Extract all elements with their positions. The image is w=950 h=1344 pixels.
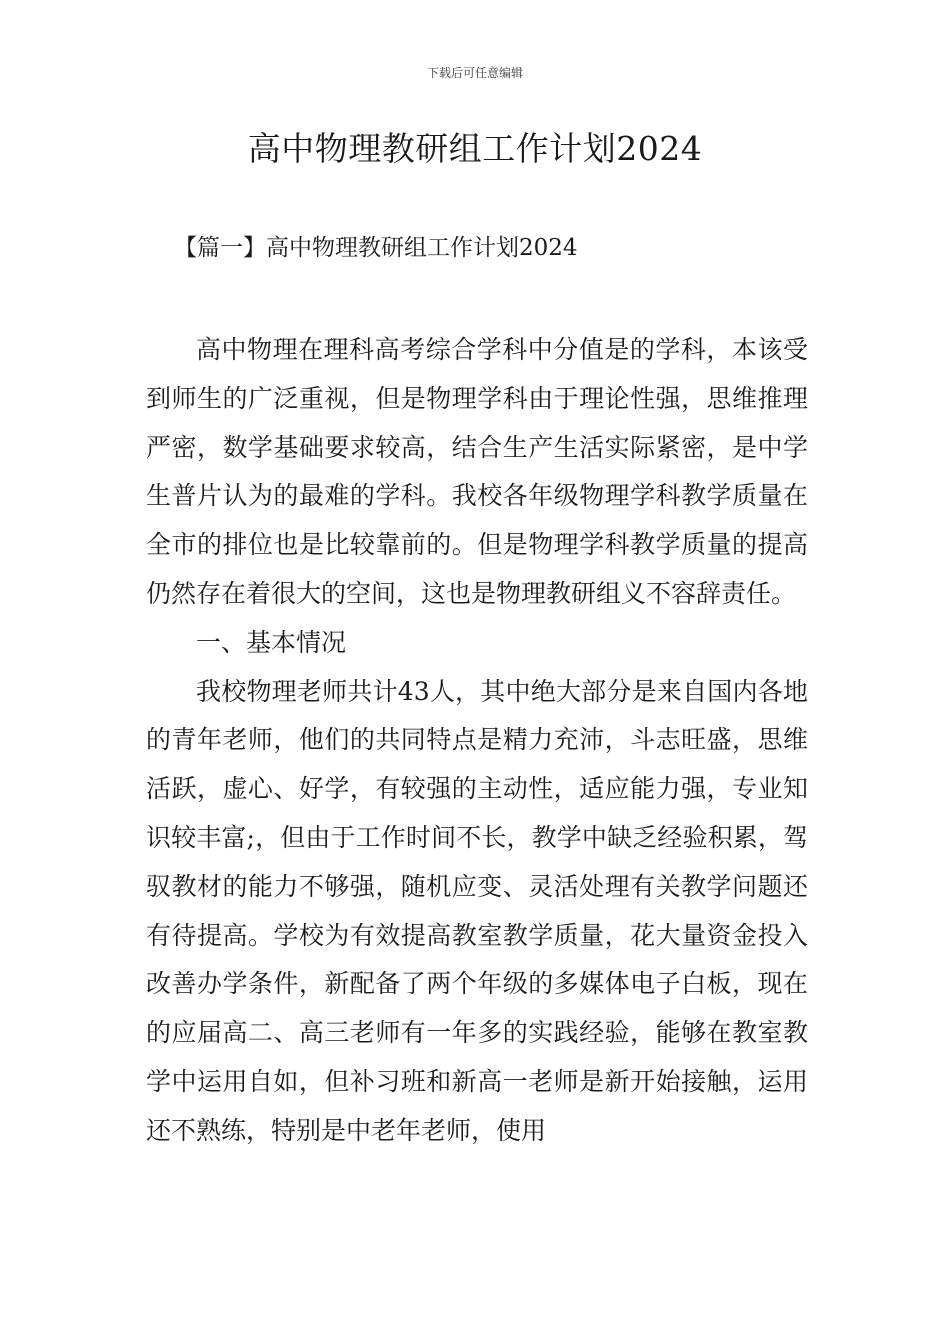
paragraph-basic-situation: 我校物理老师共计43人，其中绝大部分是来自国内各地的青年老师，他们的共同特点是精力充沛，斗志旺盛，思维活跃，虚心、好学，有较强的主动性，适应能力强，专业知识较丰富;，但由于工作时间不长，教学中缺乏经验积累，驾驭教材的能力不够强，随机应变、灵活处理有关教学问题还有待提高。学校为有效提高教室教学质量，花大量资金投入改善办学条件，新配备了两个年级的多媒体电子白板，现在的应届高二、高三老师有一年多的实践经验，能够在教室教学中运用自如，但补习班和新高一老师是新开始接触，运用还不熟练，特别是中老年老师，使用 bbox=[146, 676, 808, 1145]
header-note: 下载后可任意编辑 bbox=[426, 66, 523, 80]
section-title: 【篇一】高中物理教研组工作计划2024 bbox=[174, 235, 578, 261]
document-title: 高中物理教研组工作计划2024 bbox=[247, 129, 703, 168]
paragraph-intro: 高中物理在理科高考综合学科中分值是的学科，本该受到师生的广泛重视，但是物理学科由于理论性强，思维推理严密，数学基础要求较高，结合生产生活实际紧密，是中学生普片认为的最难的学科。我校各年级物理学科教学质量在全市的排位也是比较靠前的。但是物理学科教学质量的提高仍然存在着很大的空间，这也是物理教研组义不容辞责任。 bbox=[146, 335, 808, 608]
paragraph-heading-basic-situation: 一、基本情况 bbox=[196, 627, 347, 657]
document-body bbox=[146, 326, 808, 1156]
